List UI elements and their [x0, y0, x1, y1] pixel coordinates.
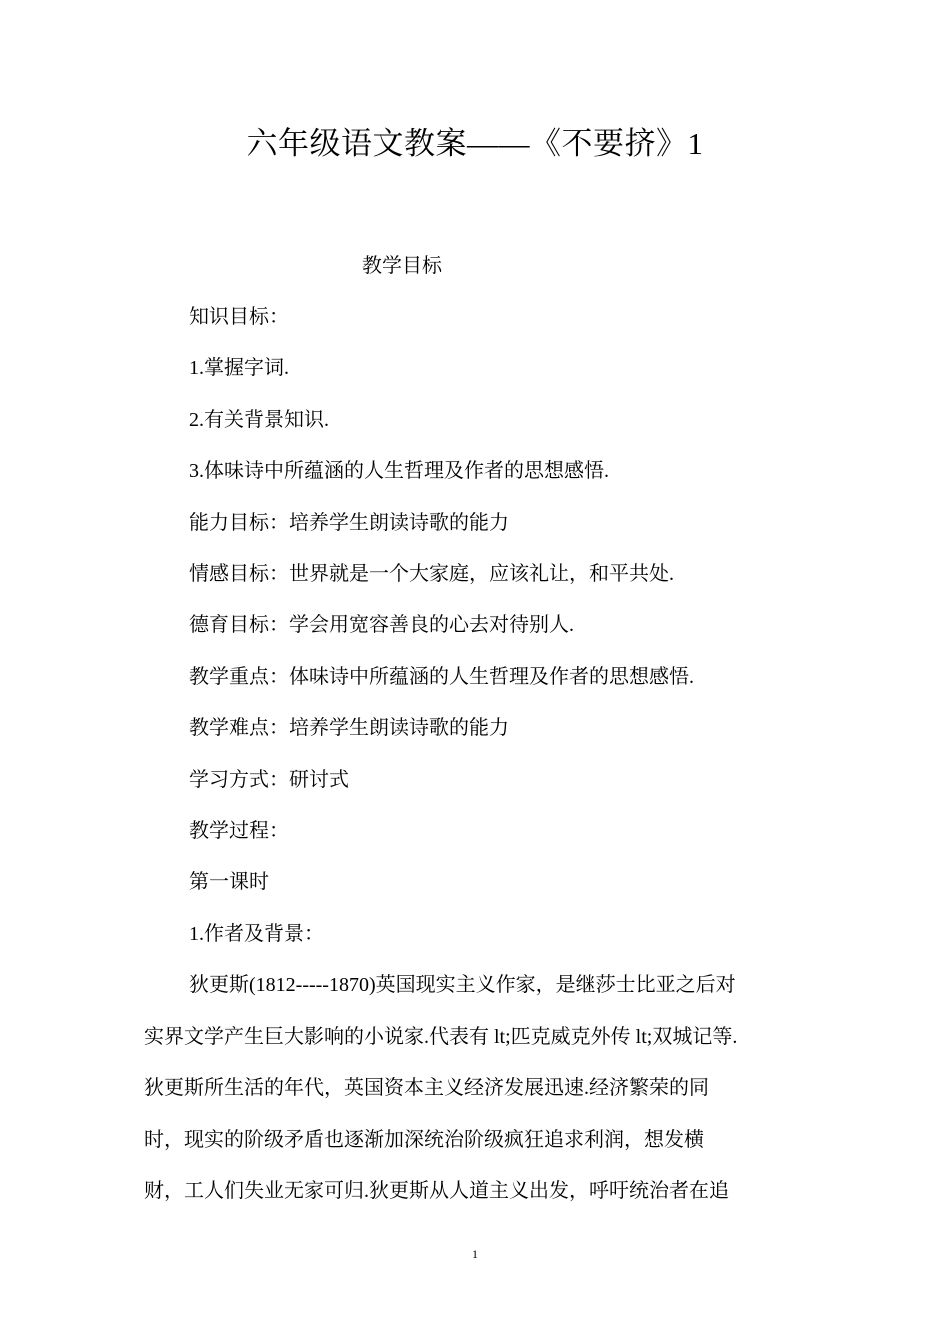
text-line: 能力目标：培养学生朗读诗歌的能力 [189, 512, 509, 534]
text-line: 1.作者及背景： [189, 923, 324, 945]
text-line: 教学过程： [189, 820, 289, 842]
paragraph-line: 财，工人们失业无家可归.狄更斯从人道主义出发，呼吁统治者在追 [144, 1180, 729, 1202]
document-title: 六年级语文教案——《不要挤》1 [246, 126, 704, 161]
paragraph-line: 时，现实的阶级矛盾也逐渐加深统治阶级疯狂追求利润，想发横 [144, 1129, 704, 1151]
page-number: 1 [472, 1247, 478, 1261]
section-heading: 教学目标 [362, 255, 442, 277]
text-line: 德育目标：学会用宽容善良的心去对待别人. [189, 614, 574, 636]
text-line: 学习方式：研讨式 [189, 769, 349, 791]
text-line: 知识目标： [189, 306, 289, 328]
text-line: 2.有关背景知识. [189, 409, 329, 431]
paragraph-line: 狄更斯所生活的年代，英国资本主义经济发展迅速.经济繁荣的同 [144, 1077, 709, 1099]
text-line: 3.体味诗中所蕴涵的人生哲理及作者的思想感悟. [189, 460, 609, 482]
text-line: 教学重点：体味诗中所蕴涵的人生哲理及作者的思想感悟. [189, 666, 694, 688]
text-line: 教学难点：培养学生朗读诗歌的能力 [189, 717, 509, 739]
text-line: 1.掌握字词. [189, 357, 289, 379]
paragraph-line: 狄更斯(1812-----1870)英国现实主义作家，是继莎士比亚之后对 [189, 974, 736, 996]
text-line: 情感目标：世界就是一个大家庭，应该礼让，和平共处. [189, 563, 674, 585]
text-line: 第一课时 [189, 871, 269, 893]
paragraph-line: 实界文学产生巨大影响的小说家.代表有 lt;匹克威克外传 lt;双城记等. [144, 1026, 738, 1048]
